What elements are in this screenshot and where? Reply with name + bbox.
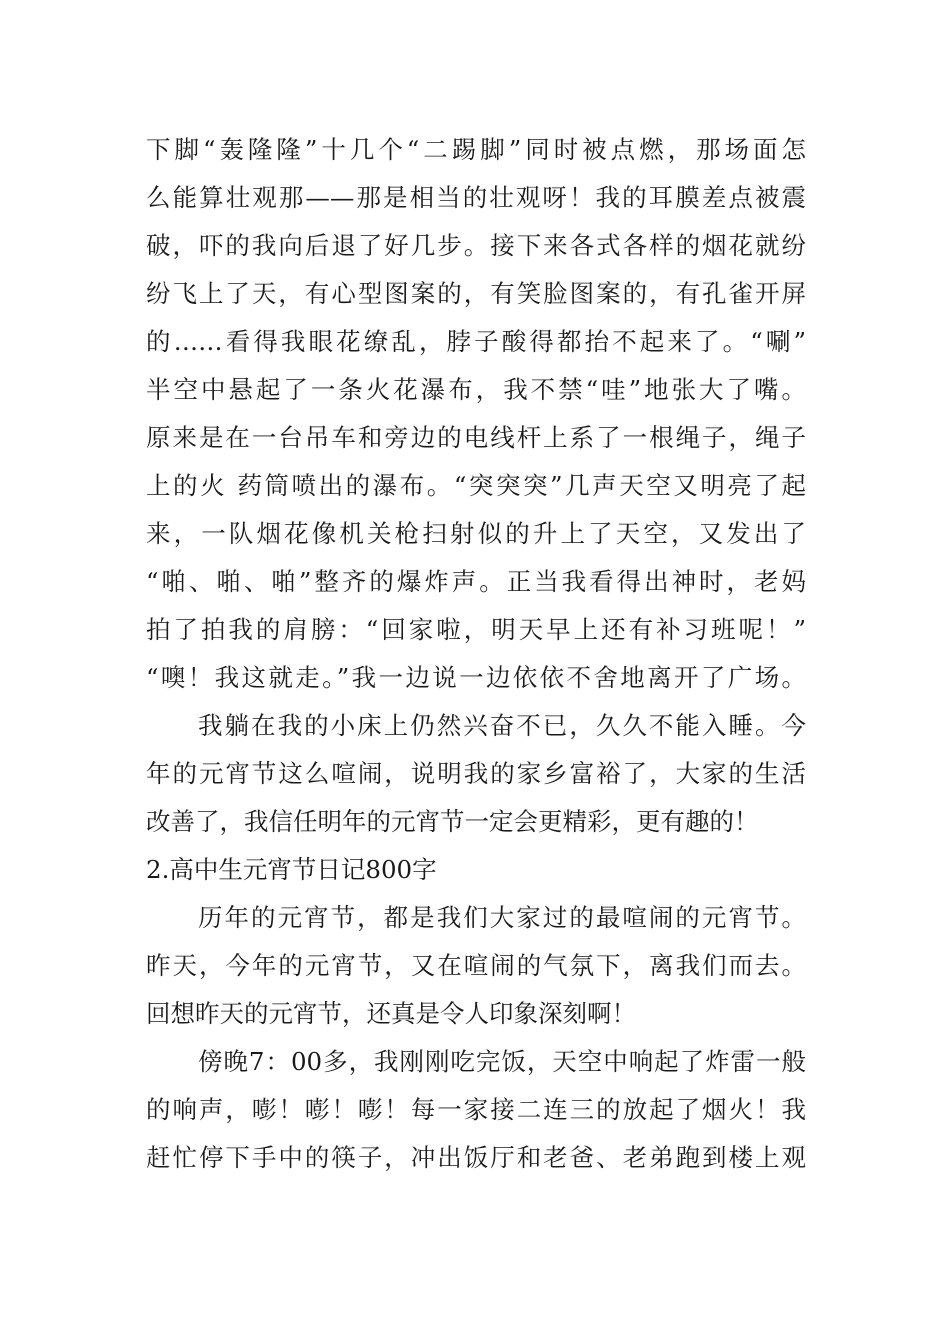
section-heading: 2.高中生元宵节日记800字 bbox=[146, 855, 437, 884]
text-line: 下脚“轰隆隆”十几个“二踢脚”同时被点燃，那场面怎 bbox=[146, 135, 806, 164]
text-line: 原来是在一台吊车和旁边的电线杆上系了一根绳子，绳子 bbox=[146, 423, 806, 452]
paragraph-first-line: 我躺在我的小床上仍然兴奋不已，久久不能入睡。今 bbox=[198, 711, 806, 740]
text-line: 改善了，我信任明年的元宵节一定会更精彩，更有趣的！ bbox=[146, 807, 759, 836]
text-line: 赶忙停下手中的筷子，冲出饭厅和老爸、老弟跑到楼上观 bbox=[146, 1143, 806, 1172]
text-line: 么能算壮观那——那是相当的壮观呀！我的耳膜差点被震 bbox=[146, 183, 806, 212]
text-line: “噢！我这就走。”我一边说一边依依不舍地离开了广场。 bbox=[146, 663, 806, 692]
text-line: 昨天，今年的元宵节，又在喧闹的气氛下，离我们而去。 bbox=[146, 951, 806, 980]
text-line: 上的火 药筒喷出的瀑布。“突突突”几声天空又明亮了起 bbox=[146, 471, 806, 500]
text-line: “啪、啪、啪”整齐的爆炸声。正当我看得出神时，老妈 bbox=[146, 567, 806, 596]
paragraph-first-line: 历年的元宵节，都是我们大家过的最喧闹的元宵节。 bbox=[198, 903, 806, 932]
text-line: 年的元宵节这么喧闹，说明我的家乡富裕了，大家的生活 bbox=[146, 759, 806, 788]
text-line: 纷飞上了天，有心型图案的，有笑脸图案的，有孔雀开屏 bbox=[146, 279, 806, 308]
text-line: 回想昨天的元宵节，还真是令人印象深刻啊！ bbox=[146, 999, 636, 1028]
text-line: 半空中悬起了一条火花瀑布，我不禁“哇”地张大了嘴。 bbox=[146, 375, 806, 404]
text-line: 的……看得我眼花缭乱，脖子酸得都抬不起来了。“唰” bbox=[146, 327, 806, 356]
text-line: 来，一队烟花像机关枪扫射似的升上了天空，又发出了 bbox=[146, 519, 806, 548]
paragraph-first-line: 傍晚7：00多，我刚刚吃完饭，天空中响起了炸雷一般 bbox=[198, 1047, 806, 1076]
text-line: 拍了拍我的肩膀：“回家啦，明天早上还有补习班呢！” bbox=[146, 615, 806, 644]
text-line: 的响声，嘭！嘭！嘭！每一家接二连三的放起了烟火！我 bbox=[146, 1095, 806, 1124]
text-line: 破，吓的我向后退了好几步。接下来各式各样的烟花就纷 bbox=[146, 231, 806, 260]
